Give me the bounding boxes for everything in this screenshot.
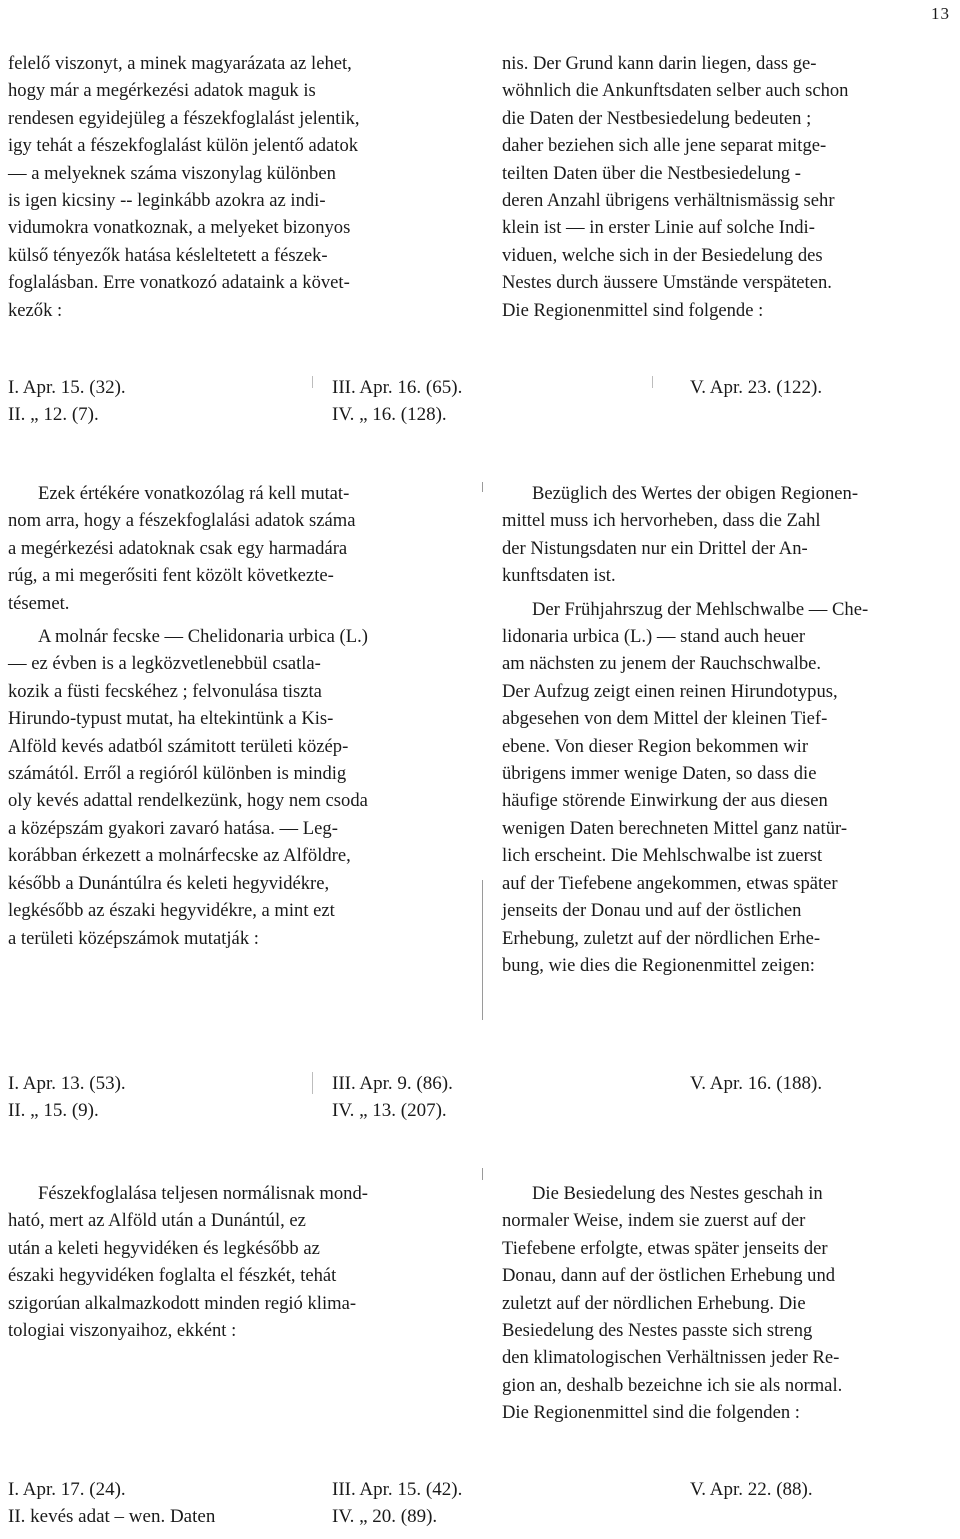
region-mean-2: II. kevés adat – wen. Daten — [8, 1506, 216, 1527]
text-line: tésemet. — [8, 592, 70, 614]
text-line: kezők : — [8, 299, 63, 321]
text-line: kunftsdaten ist. — [502, 565, 616, 587]
text-line: lidonaria urbica (L.) — stand auch heuer — [502, 626, 806, 648]
text-line: Der Aufzug zeigt einen reinen Hirundotypus, — [502, 680, 838, 702]
text-line: den klimatologischen Verhältnissen jeder Re- — [502, 1347, 840, 1369]
text-line: klein ist — in erster Linie auf solche Indi- — [502, 217, 815, 239]
text-line: a középszám gyakori zavaró hatása. — Leg- — [8, 817, 338, 839]
text-line: később a Dunántúlra és keleti hegyvidékre, — [8, 872, 330, 894]
text-line: külső tényezők hatása késleltetett a fészek- — [8, 244, 328, 266]
column-divider — [482, 880, 483, 1020]
hungarian-column-section-1 — [8, 50, 460, 324]
means-divider — [652, 376, 653, 388]
means-divider — [312, 1072, 313, 1094]
text-line: Die Regionenmittel sind folgende : — [502, 299, 764, 321]
region-mean-2: II. „ 12. (7). — [8, 404, 99, 425]
text-line: der Nistungsdaten nur ein Drittel der An- — [502, 537, 808, 559]
text-line: am nächsten zu jenem der Rauchschwalbe. — [502, 653, 822, 675]
text-line: nom arra, hogy a fészekfoglalási adatok száma — [8, 510, 356, 532]
region-mean-4: IV. „ 16. (128). — [332, 404, 447, 425]
text-line: auf der Tiefebene angekommen, etwas später — [502, 872, 838, 894]
text-line: északi hegyvidéken foglalta el fészkét, tehát — [8, 1265, 337, 1287]
text-line: die Daten der Nestbesiedelung bedeuten ; — [502, 107, 812, 129]
region-mean-3: III. Apr. 9. (86). — [332, 1073, 453, 1094]
text-line: deren Anzahl übrigens verhältnismässig sehr — [502, 190, 835, 212]
text-line: Besiedelung des Nestes passte sich streng — [502, 1320, 813, 1342]
text-line: Nestes durch äussere Umstände verspäteten. — [502, 272, 832, 294]
text-line: gion an, deshalb bezeichne ich sie als normal. — [502, 1374, 843, 1396]
text-line: foglalásban. Erre vonatkozó adataink a követ- — [8, 272, 350, 294]
text-line: Donau, dann auf der östlichen Erhebung und — [502, 1265, 836, 1287]
region-mean-5: V. Apr. 16. (188). — [690, 1073, 823, 1094]
text-line: korábban érkezett a molnárfecske az Alföldre, — [8, 845, 351, 867]
region-mean-5: V. Apr. 23. (122). — [690, 377, 823, 398]
text-line: felelő viszonyt, a minek magyarázata az lehet, — [8, 53, 352, 74]
text-line: is igen kicsiny -- leginkább azokra az indi- — [8, 190, 326, 212]
text-line: Ezek értékére vonatkozólag rá kell mutat- — [38, 483, 350, 504]
text-line: Hirundo-typust mutat, ha eltekintünk a Kis- — [8, 708, 334, 730]
text-line: abgesehen von dem Mittel der kleinen Tief- — [502, 708, 828, 730]
german-column-section-3 — [502, 1180, 954, 1427]
text-line: hogy már a megérkezési adatok maguk is — [8, 80, 316, 102]
region-mean-1: I. Apr. 17. (24). — [8, 1479, 126, 1500]
region-mean-2: II. „ 15. (9). — [8, 1100, 99, 1121]
hungarian-column-section-3 — [8, 1180, 460, 1344]
text-line: ebene. Von dieser Region bekommen wir — [502, 735, 809, 757]
region-mean-3: III. Apr. 16. (65). — [332, 377, 463, 398]
text-line: mittel muss ich hervorheben, dass die Zahl — [502, 510, 821, 532]
text-line: Der Frühjahrszug der Mehlschwalbe — Che- — [532, 598, 869, 620]
german-column-section-2 — [502, 480, 954, 979]
text-line: Alföld kevés adatból számitott területi közép- — [8, 735, 349, 757]
text-line: teilten Daten über die Nestbesiedelung - — [502, 162, 801, 184]
text-line: Die Besiedelung des Nestes geschah in — [532, 1183, 823, 1204]
text-line: számától. Erről a regióról különben is mindig — [8, 763, 347, 785]
text-line: Fészekfoglalása teljesen normálisnak mond- — [38, 1183, 368, 1204]
text-line: jenseits der Donau und auf der östlichen — [502, 900, 802, 922]
text-line: wenigen Daten berechneten Mittel ganz natür- — [502, 817, 848, 839]
text-line: rúg, a mi megerősiti fent közölt következte- — [8, 565, 334, 587]
text-line: szigorúan alkalmazkodott minden regió klima- — [8, 1292, 357, 1314]
text-line: rendesen egyidejüleg a fészekfoglalást jelentik, — [8, 107, 360, 129]
region-mean-4: IV. „ 20. (89). — [332, 1506, 438, 1527]
text-line: daher beziehen sich alle jene separat mitge- — [502, 135, 827, 157]
text-line: bung, wie dies die Regionenmittel zeigen: — [502, 954, 815, 976]
text-line: a megérkezési adatoknak csak egy harmadára — [8, 537, 348, 559]
text-line: legkésőbb az északi hegyvidékre, a mint ezt — [8, 900, 335, 922]
text-line: normaler Weise, indem sie zuerst auf der — [502, 1210, 806, 1232]
text-line: viduen, welche sich in der Besiedelung des — [502, 244, 823, 266]
text-line: tologiai viszonyaihoz, ekként : — [8, 1320, 237, 1342]
text-line: wöhnlich die Ankunftsdaten selber auch schon — [502, 80, 849, 102]
text-line: zuletzt auf der nördlichen Erhebung. Die — [502, 1292, 806, 1314]
region-mean-5: V. Apr. 22. (88). — [690, 1479, 813, 1500]
text-line: Bezüglich des Wertes der obigen Regionen- — [532, 483, 859, 504]
region-mean-4: IV. „ 13. (207). — [332, 1100, 447, 1121]
text-line: übrigens immer wenige Daten, so dass die — [502, 763, 817, 785]
text-line: után a keleti hegyvidéken és legkésőbb az — [8, 1237, 320, 1259]
column-divider — [482, 1168, 483, 1180]
text-line: kozik a füsti fecskéhez ; felvonulása tiszta — [8, 680, 322, 702]
text-line: vidumokra vonatkoznak, a melyeket bizonyos — [8, 217, 351, 239]
text-line: a területi középszámok mutatják : — [8, 927, 259, 949]
text-line: igy tehát a fészekfoglalást külön jelentő adatok — [8, 135, 359, 157]
region-mean-1: I. Apr. 13. (53). — [8, 1073, 126, 1094]
text-line: Erhebung, zuletzt auf der nördlichen Erhe- — [502, 927, 821, 949]
text-line: Tiefebene erfolgte, etwas später jenseits der — [502, 1237, 828, 1259]
text-line: häufige störende Einwirkung der aus diesen — [502, 790, 828, 812]
text-line: nis. Der Grund kann darin liegen, dass ge- — [502, 53, 817, 74]
region-mean-1: I. Apr. 15. (32). — [8, 377, 126, 398]
column-divider — [482, 482, 483, 492]
region-mean-3: III. Apr. 15. (42). — [332, 1479, 463, 1500]
text-line: A molnár fecske — Chelidonaria urbica (L.) — [38, 626, 368, 648]
text-line: — a melyeknek száma viszonylag különben — [8, 162, 336, 184]
text-line: ható, mert az Alföld után a Dunántúl, ez — [8, 1210, 306, 1232]
hungarian-column-section-2 — [8, 480, 460, 952]
text-line: oly kevés adattal rendelkezünk, hogy nem csoda — [8, 790, 368, 812]
means-divider — [312, 376, 313, 388]
german-column-section-1 — [502, 50, 954, 324]
text-line: Die Regionenmittel sind die folgenden : — [502, 1402, 800, 1424]
text-line: — ez évben is a legközvetlenebbül csatla- — [8, 653, 321, 675]
page-number: 13 — [931, 4, 950, 23]
text-line: lich erscheint. Die Mehlschwalbe ist zuerst — [502, 845, 823, 867]
